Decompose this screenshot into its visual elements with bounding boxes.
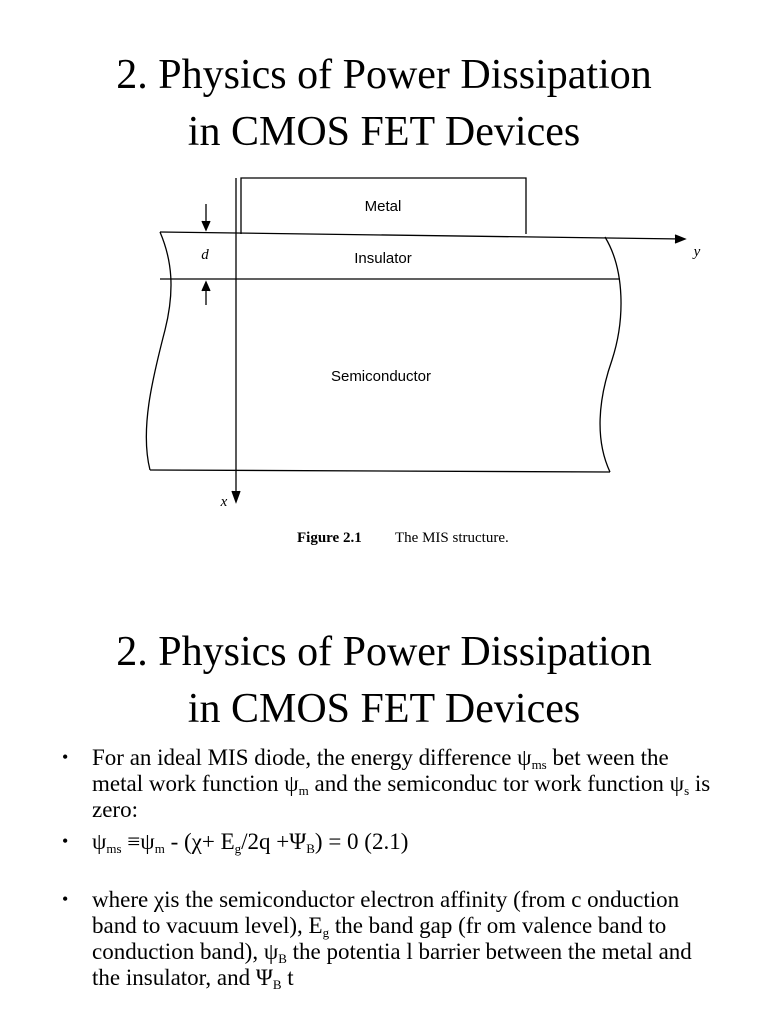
right-wavy-edge	[600, 237, 621, 472]
y-axis-arrowhead	[675, 235, 685, 243]
left-wavy-edge	[146, 232, 171, 470]
insulator-label: Insulator	[354, 250, 412, 267]
x-axis-arrowhead	[232, 491, 240, 502]
figure-caption-number: Figure 2.1	[297, 530, 362, 546]
x-axis-label: x	[220, 494, 228, 510]
bullet-dot: •	[62, 747, 69, 767]
semiconductor-bottom-line	[150, 470, 610, 472]
d-arrow-bottom-head	[202, 282, 210, 291]
bullet-equation-2-1: • $\psi_{ms} \equiv\psi_m - (\chi+ E_g/2q +\Psi_B) = 0$ (2.1)	[62, 829, 409, 856]
d-label: d	[201, 247, 209, 263]
slide-1-title-line-1: 2. Physics of Power Dissipation	[116, 52, 652, 98]
figure-caption-text: The MIS structure.	[395, 530, 509, 546]
bullet-list	[62, 745, 712, 997]
slide-2-title	[0, 624, 768, 738]
semiconductor-label: Semiconductor	[330, 368, 432, 385]
bullet-definitions: • where χis the semiconductor electron affinity (from c onduction band to vacuum level), $E_g$ the band gap (fr om valence band to conduction band), $\psi_B$ the potentia l barrier between the metal and the insulator, and $\Psi_B$ t	[62, 887, 692, 992]
bullet-dot: •	[62, 831, 69, 851]
y-axis-label: y	[693, 244, 701, 260]
d-arrow-top-head	[202, 221, 210, 230]
bullet-dot: •	[62, 889, 69, 909]
bullet-ideal-mis-diode: • For an ideal MIS diode, the energy difference $\psi_{ms}$ bet ween the metal work function $\psi_m$ and the semiconduc tor work function $\psi_s$ is zero:	[62, 745, 711, 822]
slide-2-title-line-1: 2. Physics of Power Dissipation	[116, 629, 652, 675]
slide-2	[0, 580, 768, 1024]
slide-2-title-line-2: in CMOS FET Devices	[187, 686, 581, 732]
metal-label: Metal	[364, 198, 402, 215]
y-axis-line	[160, 232, 683, 239]
slide-1-title-line-2: in CMOS FET Devices	[187, 109, 581, 155]
